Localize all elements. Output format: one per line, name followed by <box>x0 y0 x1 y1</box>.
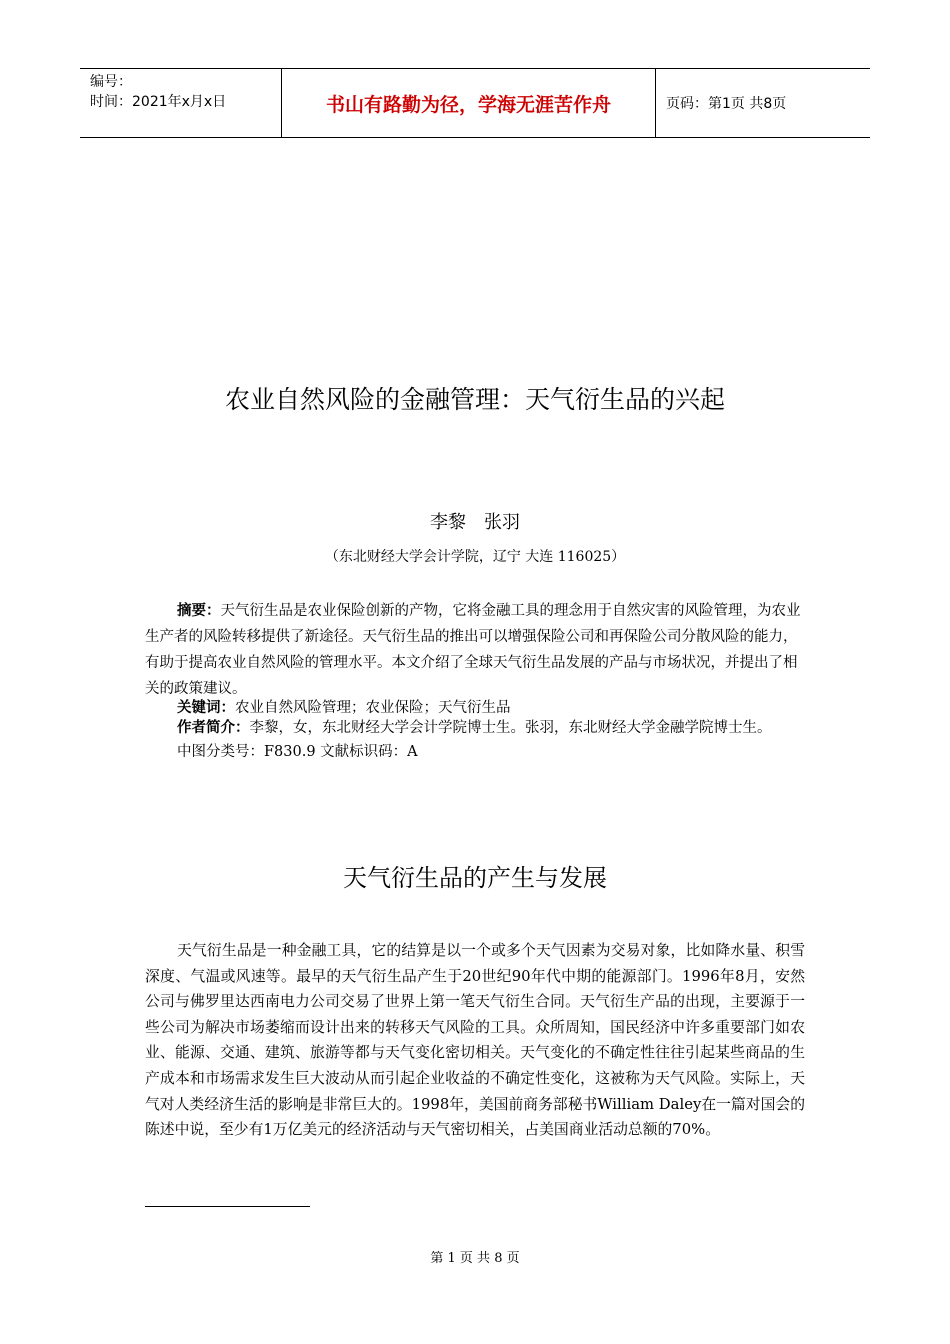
abstract-text: 天气衍生品是农业保险创新的产物，它将金融工具的理念用于自然灾害的风险管理，为农业生产者的风险转移提供了新途径。天气衍生品的推出可以增强保险公司和再保险公司分散风险的能力，有助于提高农业自然风险的管理水平。本文介绍了全球天气衍生品发展的产品与市场状况，并提出了相关的政策建议。 <box>145 603 801 697</box>
keywords-label: 关键词： <box>177 700 235 716</box>
header-motto: 书山有路勤为径，学海无涯苦作舟 <box>282 69 656 137</box>
header-meta-cell <box>80 69 282 137</box>
abstract-label: 摘要： <box>177 603 221 619</box>
footnote-divider <box>145 1206 310 1207</box>
header-time-label: 时间：2021年x月x日 <box>90 94 227 110</box>
abstract <box>145 598 805 702</box>
document-title: 农业自然风险的金融管理：天气衍生品的兴起 <box>224 385 725 414</box>
section-title: 天气衍生品的产生与发展 <box>343 864 607 892</box>
section-paragraph: 天气衍生品是一种金融工具，它的结算是以一个或多个天气因素为交易对象，比如降水量、积雪深度、气温或风速等。最早的天气衍生品产生于20世纪90年代中期的能源部门。1996年8月，安然公司与佛罗里达西南电力公司交易了世界上第一笔天气衍生合同。天气衍生产品的出现，主要源于一些公司为解决市场萎缩而设计出来的转移天气风险的工具。众所周知，国民经济中许多重要部门如农业、能源、交通、建筑、旅游等都与天气变化密切相关。天气变化的不确定性往往引起某些商品的生产成本和市场需求发生巨大波动从而引起企业收益的不确定性变化，这被称为天气风险。实际上，天气对人类经济生活的影响是非常巨大的。1998年，美国前商务部秘书William Daley在一篇对国会的陈述中说，至少有1万亿美元的经济活动与天气密切相关，占美国商业活动总额的70%。 <box>145 942 805 1139</box>
author-bio-line <box>145 718 805 738</box>
header-number-label: 编号： <box>90 74 132 90</box>
classification-line: 中图分类号：F830.9 文献标识码：A <box>177 744 418 760</box>
author-bio-label: 作者简介： <box>177 720 250 736</box>
author-bio-text: 李黎，女，东北财经大学会计学院博士生。张羽，东北财经大学金融学院博士生。 <box>249 720 772 736</box>
document-affiliation: （东北财经大学会计学院，辽宁 大连 116025） <box>324 549 626 565</box>
keywords-text: 农业自然风险管理；农业保险；天气衍生品 <box>235 700 511 716</box>
header-page-info: 页码：第1页 共8页 <box>666 96 787 112</box>
page-header <box>80 68 870 138</box>
keywords-line <box>145 698 805 718</box>
page-footer: 第 1 页 共 8 页 <box>430 1251 520 1266</box>
article-meta <box>145 698 805 762</box>
abstract-paragraph <box>145 598 805 702</box>
document-authors: 李黎 张羽 <box>430 512 520 533</box>
